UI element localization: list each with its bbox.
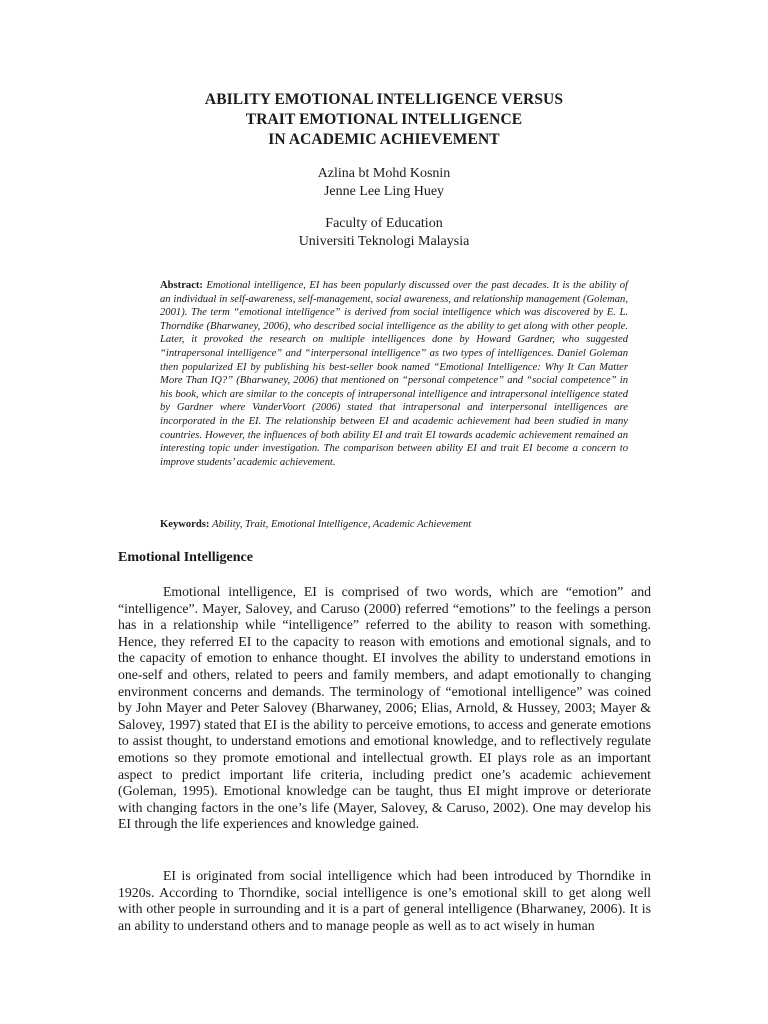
faculty: Faculty of Education xyxy=(325,216,443,231)
abstract-label: Abstract: xyxy=(160,280,203,291)
title-line-2: TRAIT EMOTIONAL INTELLIGENCE xyxy=(245,111,523,128)
title-line-3: IN ACADEMIC ACHIEVEMENT xyxy=(268,131,500,148)
affiliation xyxy=(0,215,768,251)
author-2: Jenne Lee Ling Huey xyxy=(323,184,445,199)
paper-title xyxy=(0,90,768,150)
keywords-text: Ability, Trait, Emotional Intelligence, Academic Achievement xyxy=(212,519,472,530)
abstract xyxy=(160,279,628,469)
keywords-label: Keywords: xyxy=(160,519,210,530)
section-heading: Emotional Intelligence xyxy=(118,550,253,565)
abstract-text: Emotional intelligence, EI has been popularly discussed over the past decades. It is the ability of an individual in self-awareness, self-management, social awareness, and relationship management (Goleman, 2001). The term “emotional intelligence” is derived from social intelligence which was discovered by E. L. Thorndike (Bharwaney, 2006), who described social intelligence as the ability to get along with other people. Later, it provoked the research on multiple intelligences done by Howard Gardner, who suggested “intrapersonal intelligence” and “interpersonal intelligence” as two types of intelligences. Daniel Goleman then popularized EI by publishing his best-seller book named “Emotional Intelligence: Why It Can Matter More Than IQ?” (Bharwaney, 2006) that mentioned on “personal competence” and “social competence” in his book, which are similar to the concepts of intrapersonal intelligence and intrapersonal intelligence stated by Gardner where VanderVoort (2006) stated that intrapersonal and interpersonal intelligences are incorporated in the EI. The relationship between EI and academic achievement had been studied in many countries. However, the influences of both ability EI and trait EI towards academic achievement remained an interesting topic under investigation. The comparison between ability EI and trait EI become a concern to improve students’ academic achievement. xyxy=(160,280,628,468)
keywords xyxy=(160,518,628,532)
author-list xyxy=(0,165,768,201)
author-1: Azlina bt Mohd Kosnin xyxy=(317,166,451,181)
body-paragraph-2: EI is originated from social intelligence which had been introduced by Thorndike in 1920s. According to Thorndike, social intelligence is one’s emotional skill to get along well with other people in surrounding and it is a part of general intelligence (Bharwaney, 2006). It is an ability to understand others and to manage people as well as to act wisely in human xyxy=(118,868,651,933)
university: Universiti Teknologi Malaysia xyxy=(298,234,470,249)
body-paragraph-1: Emotional intelligence, EI is comprised of two words, which are “emotion” and “intelligence”. Mayer, Salovey, and Caruso (2000) referred “emotions” to the feelings a person has in a relationship while “intelligence” referred to the ability to reason with something. Hence, they referred EI to the capacity to reason with emotions and emotional signals, and to the capacity of emotion to enhance thought. EI involves the ability to understand emotions in one-self and others, related to peers and family members, and adapt emotionally to changing environment concerns and demands. The terminology of “emotional intelligence” was coined by John Mayer and Peter Salovey (Bharwaney, 2006; Elias, Arnold, & Hussey, 2003; Mayer & Salovey, 1997) stated that EI is the ability to perceive emotions, to access and generate emotions to assist thought, to understand emotions and emotional knowledge, and to reflectively regulate emotions so they promote emotional and intellectual growth. EI plays role as an important aspect to predict important life criteria, including predict one’s academic achievement (Goleman, 1995). Emotional knowledge can be taught, thus EI might improve or deteriorate with changing factors in the one’s life (Mayer, Salovey, & Caruso, 2002). One may develop his EI through the life experiences and knowledge gained. xyxy=(118,584,651,832)
title-line-1: ABILITY EMOTIONAL INTELLIGENCE VERSUS xyxy=(204,91,564,108)
